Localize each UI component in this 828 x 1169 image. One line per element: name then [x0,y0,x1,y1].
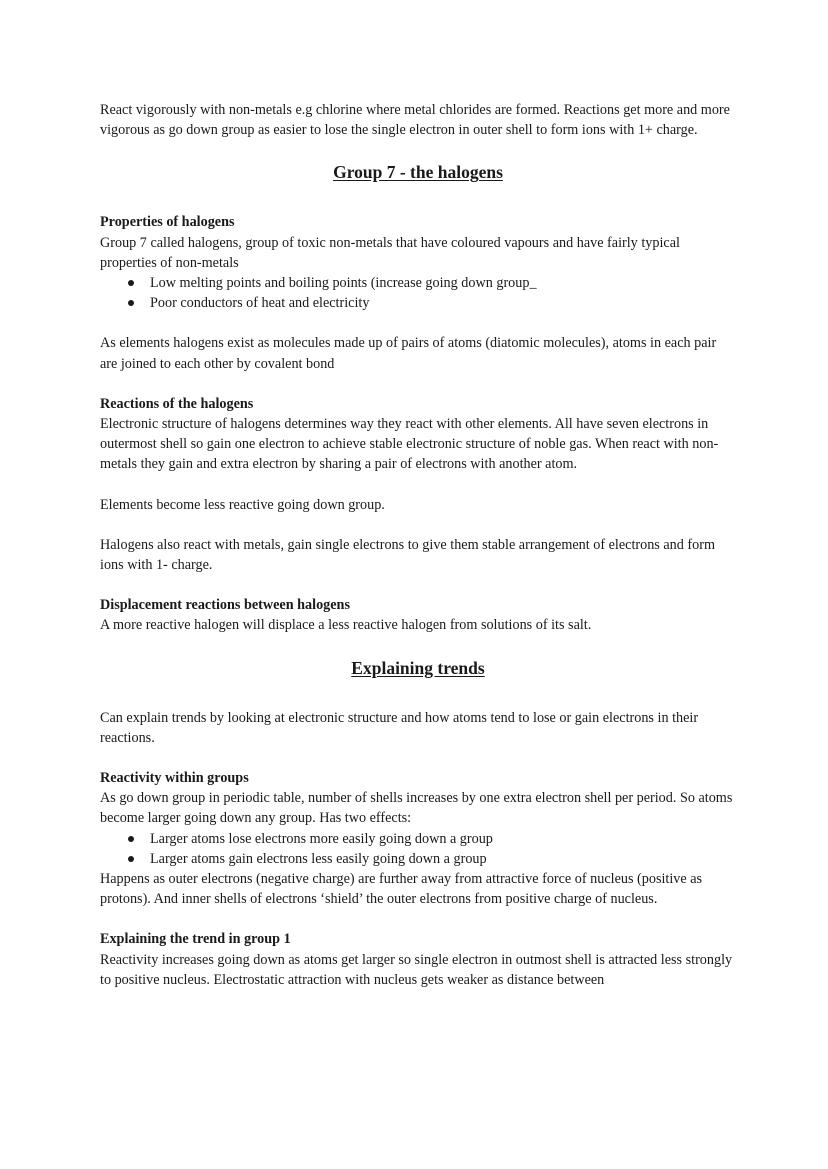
trends-intro-paragraph: Can explain trends by looking at electronic structure and how atoms tend to lose or gain electrons in their reactions. [100,709,699,746]
bullet-item: Larger atoms gain electrons less easily going down a group [128,849,736,869]
reactivity-bullet-list [100,829,736,869]
heading-group1-trend: Explaining the trend in group 1 [100,931,291,948]
bullet-item: Low melting points and boiling points (increase going down group_ [128,273,736,293]
document-content [100,100,736,990]
bullet-item: Poor conductors of heat and electricity [128,293,736,313]
section-title-trends: Explaining trends [351,657,485,678]
heading-displacement: Displacement reactions between halogens [100,597,350,614]
heading-properties: Properties of halogens [100,214,235,231]
reactivity-follow-paragraph: Happens as outer electrons (negative charge) are further away from attractive force of nucleus (positive as protons). And inner shells of electrons ‘shield’ the outer electrons from positive charge of nucleus. [100,871,703,908]
heading-reactivity: Reactivity within groups [100,770,249,787]
reactions-paragraph-2: Elements become less reactive going down group. [100,496,385,513]
molecules-paragraph: As elements halogens exist as molecules made up of pairs of atoms (diatomic molecules), atoms in each pair are joined to each other by covalent bond [100,335,717,372]
heading-reactions: Reactions of the halogens [100,395,254,412]
reactions-paragraph-3: Halogens also react with metals, gain single electrons to give them stable arrangement of electrons and form ions with 1- charge. [100,536,715,574]
bullet-item: Larger atoms lose electrons more easily going down a group [128,829,736,849]
properties-bullet-list [100,273,736,313]
reactions-paragraph-1: Electronic structure of halogens determines way they react with other elements. All have seven electrons in outermost shell so gain one electron to achieve stable electronic structure of noble gas. When react with non-metals they gain and extra electron by sharing a pair of electrons with another atom. [100,416,719,473]
properties-paragraph: Group 7 called halogens, group of toxic non-metals that have coloured vapours and have fairly typical properties of non-metals [100,234,680,271]
group1-paragraph: Reactivity increases going down as atoms get larger so single electron in outmost shell is attracted less strongly to positive nucleus. Electrostatic attraction with nucleus gets weaker as distance between [100,951,733,988]
displacement-paragraph: A more reactive halogen will displace a less reactive halogen from solutions of its salt. [100,617,592,634]
intro-paragraph: React vigorously with non-metals e.g chlorine where metal chlorides are formed. Reactions get more and more vigorous as go down group as easier to lose the single electron in outer shell to form ions with 1+ charge. [100,102,730,139]
reactivity-paragraph: As go down group in periodic table, number of shells increases by one extra electron shell per period. So atoms become larger going down any group. Has two effects: [100,790,733,827]
section-title-halogens: Group 7 - the halogens [333,162,503,183]
